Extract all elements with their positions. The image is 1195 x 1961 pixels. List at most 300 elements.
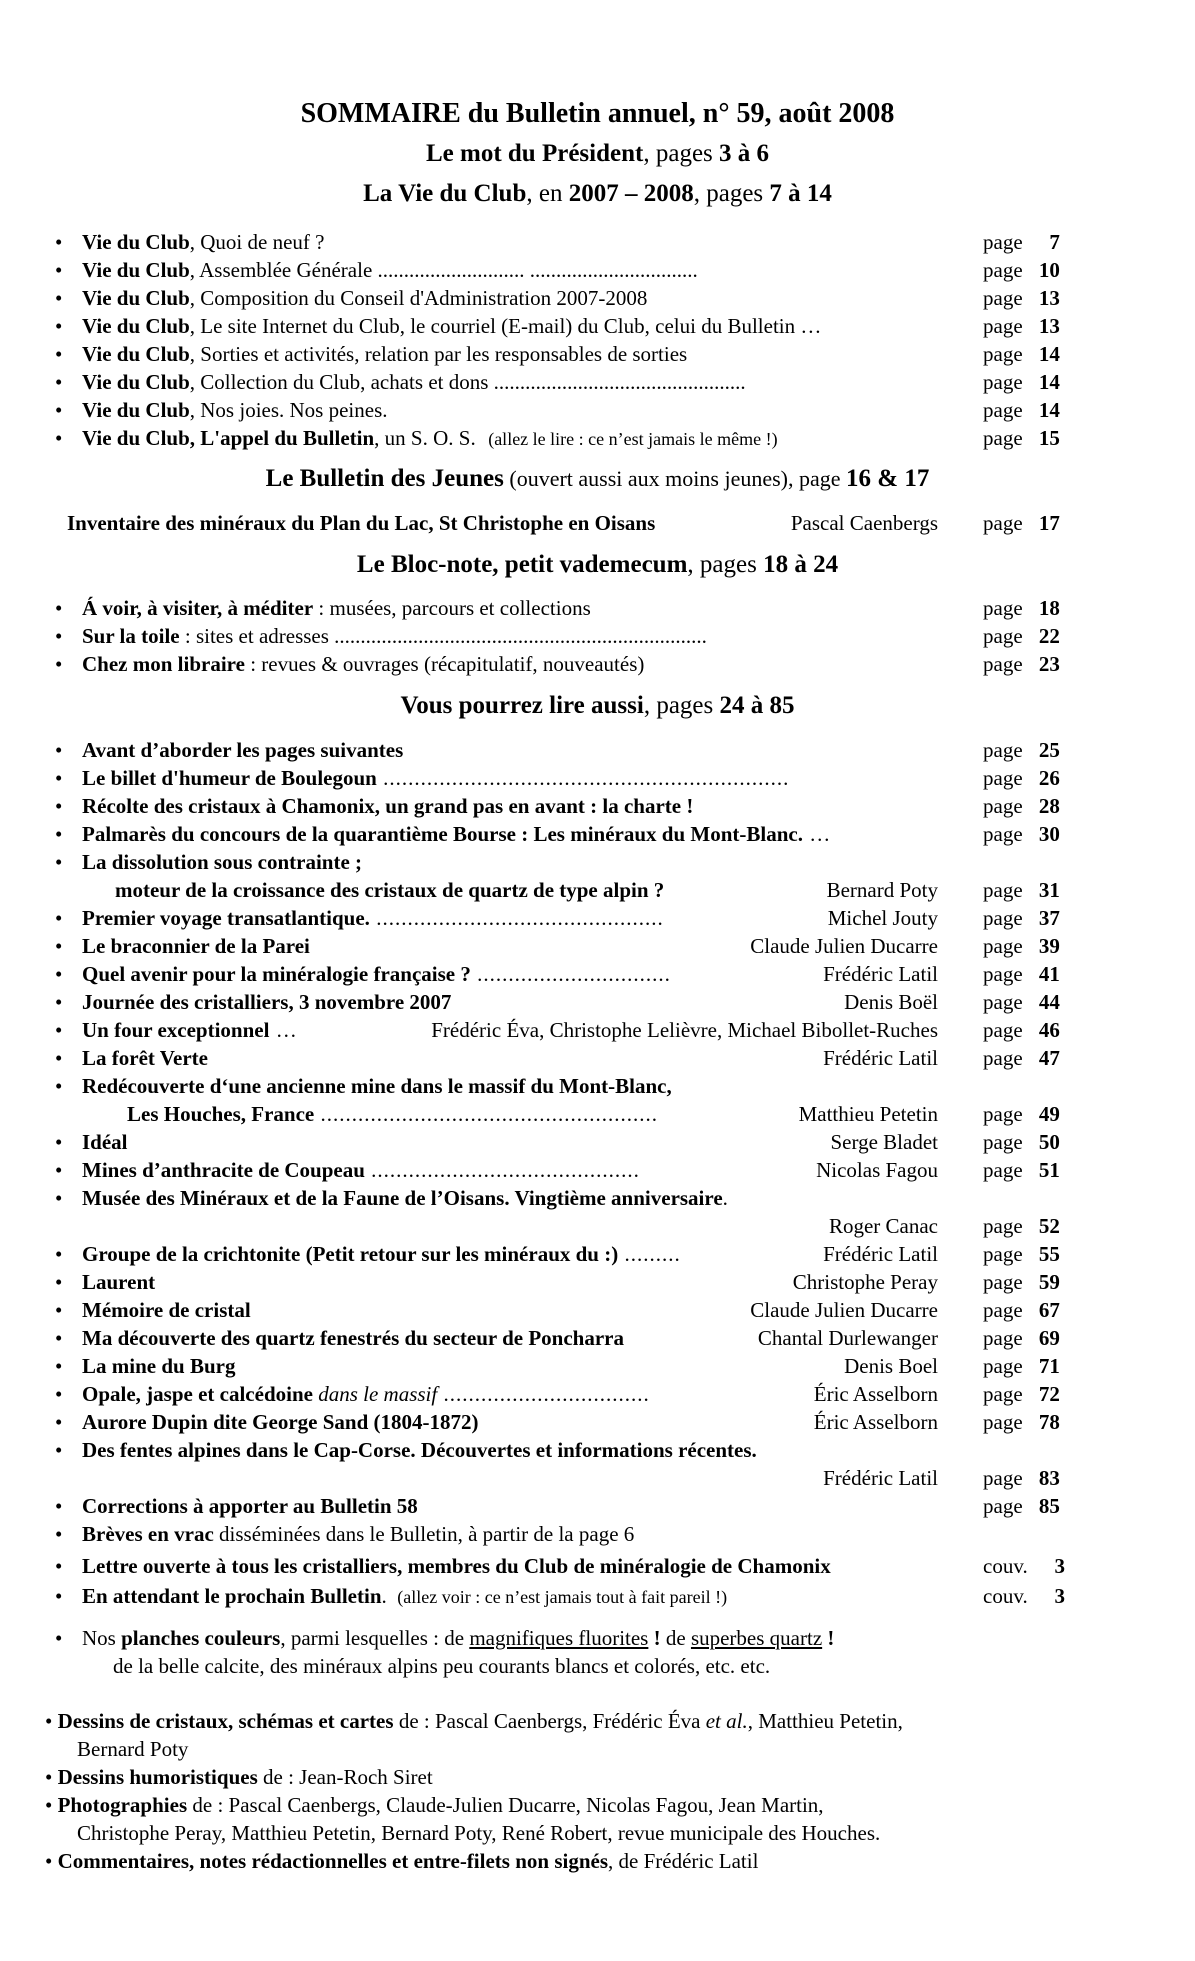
page-ref	[983, 396, 1060, 424]
couv-label: couv.	[983, 1584, 1028, 1608]
article-author: Nicolas Fagou	[816, 1158, 938, 1182]
section-bloc-note	[0, 551, 1195, 579]
lire-pages-prefix: , pages	[643, 692, 720, 719]
page-label: page	[983, 342, 1023, 366]
article-title: La forêt Verte	[82, 1046, 208, 1070]
dot-leader: …	[802, 822, 832, 846]
vie-item-rest: , Quoi de neuf ?	[189, 230, 325, 254]
couv-number: 3	[1054, 1554, 1065, 1578]
bullet: •	[55, 342, 63, 366]
article-author: Frédéric Éva, Christophe Lelièvre, Michael Bibollet-Ruches	[431, 1018, 938, 1042]
page-number: 14	[1038, 398, 1060, 422]
planches-line-2-text: de la belle calcite, des minéraux alpins peu courants blancs et colorés, etc. etc.	[113, 1654, 771, 1678]
page-ref	[983, 256, 1060, 284]
page-ref	[983, 1240, 1060, 1268]
article-text	[82, 1240, 681, 1268]
bullet: •	[55, 652, 63, 676]
page-label: page	[983, 822, 1023, 846]
article-text	[82, 792, 693, 820]
page-number: 23	[1038, 652, 1060, 676]
dot-leader: ......................................................	[314, 1102, 658, 1126]
bullet: •	[55, 1354, 63, 1378]
couv-title: En attendant le prochain Bulletin	[82, 1584, 382, 1608]
planches-excl-2: !	[822, 1626, 835, 1650]
article-text	[82, 1296, 251, 1324]
bullet: •	[45, 1765, 58, 1789]
couv-ref	[983, 1552, 1065, 1580]
vie-item-bold: Vie du Club	[82, 258, 190, 282]
page-ref	[983, 1156, 1060, 1184]
article-title: Quel avenir pour la minéralogie française ?	[82, 962, 471, 986]
page-label: page	[983, 624, 1023, 648]
credit-item	[45, 1847, 1125, 1875]
article-title: Avant d’aborder les pages suivantes	[82, 738, 404, 762]
page-number: 14	[1038, 370, 1060, 394]
article-text	[82, 1156, 640, 1184]
bloc-item	[55, 622, 1070, 650]
bullet: •	[55, 1326, 63, 1350]
mot-pages: 3 à 6	[719, 140, 770, 167]
vie-item	[55, 228, 1070, 256]
couv-text	[82, 1582, 727, 1611]
credit-line-1	[45, 1763, 1125, 1791]
credit-item	[45, 1763, 1125, 1791]
bloc-item	[55, 594, 1070, 622]
article-text	[82, 1436, 757, 1464]
vie-item-rest: , un S. O. S.	[374, 426, 476, 450]
page-ref	[983, 1100, 1060, 1128]
page-label: page	[983, 906, 1023, 930]
article-item	[55, 736, 1070, 764]
page-label: page	[983, 1354, 1023, 1378]
jeunes-heading: Le Bulletin des Jeunes	[265, 465, 504, 492]
article-text	[82, 1492, 418, 1520]
page-label: page	[983, 1214, 1023, 1238]
page-number: 46	[1038, 1018, 1060, 1042]
dot-leader: .................................................................	[376, 766, 790, 790]
article-item	[55, 1212, 1070, 1240]
vie-item-text	[82, 228, 324, 256]
bloc-item-rest: : revues & ouvrages (récapitulatif, nouveautés)	[244, 652, 645, 676]
page-number: 22	[1038, 624, 1060, 648]
couv-number: 3	[1054, 1584, 1065, 1608]
article-text	[82, 904, 664, 932]
section-mot-president	[0, 140, 1195, 168]
bullet: •	[55, 1270, 63, 1294]
credit-line-2: Christophe Peray, Matthieu Petetin, Bernard Poty, René Robert, revue municipale des Houches.	[77, 1821, 881, 1845]
article-author: Frédéric Latil	[823, 1466, 938, 1490]
page-ref	[983, 1324, 1060, 1352]
vie-item-bold: Vie du Club	[82, 314, 190, 338]
page-number: 71	[1038, 1354, 1060, 1378]
bloc-item	[55, 650, 1070, 678]
dot-leader: .................................	[437, 1382, 650, 1406]
planches-mid: , parmi lesquelles : de	[280, 1626, 470, 1650]
couv-text	[82, 1552, 831, 1580]
page-number: 41	[1038, 962, 1060, 986]
page-number: 15	[1038, 426, 1060, 450]
vie-item-text	[82, 396, 388, 424]
bloc-item-rest: : musées, parcours et collections	[313, 596, 591, 620]
bullet: •	[55, 1410, 63, 1434]
couv-item	[55, 1552, 1070, 1580]
page-label: page	[983, 652, 1023, 676]
bloc-item-text	[82, 594, 591, 622]
page-label: page	[983, 1298, 1023, 1322]
bloc-item-rest: : sites et adresses .......................................................................	[179, 624, 707, 648]
vie-item-bold: Vie du Club	[82, 286, 190, 310]
page-label: page	[983, 1018, 1023, 1042]
bloc-item-text	[82, 650, 644, 678]
article-title: Musée des Minéraux et de la Faune de l’Oisans. Vingtième anniversaire	[82, 1186, 723, 1210]
jeunes-item-author: Pascal Caenbergs	[790, 511, 938, 535]
page-number: 13	[1038, 314, 1060, 338]
article-title: Journée des cristalliers, 3 novembre 2007	[82, 990, 452, 1014]
article-title-tail: .	[722, 1186, 728, 1210]
page-number: 37	[1038, 906, 1060, 930]
article-item	[55, 1044, 1070, 1072]
vie-item	[55, 256, 1070, 284]
vie-item-rest: , Nos joies. Nos peines.	[189, 398, 388, 422]
article-item	[55, 1324, 1070, 1352]
page-label: page	[983, 962, 1023, 986]
page-number: 26	[1038, 766, 1060, 790]
page-ref	[983, 1268, 1060, 1296]
jeunes-subtitle: (ouvert aussi aux moins jeunes), page	[503, 466, 847, 491]
bullet: •	[55, 850, 63, 874]
page-label: page	[983, 990, 1023, 1014]
vie-item-rest: , Sorties et activités, relation par les responsables de sorties	[189, 342, 688, 366]
page-ref	[983, 932, 1060, 960]
page-number: 59	[1038, 1270, 1060, 1294]
bullet: •	[55, 230, 63, 254]
vie-item	[55, 340, 1070, 368]
bullet: •	[55, 286, 63, 310]
mot-heading: Le mot du Président	[425, 140, 644, 167]
bullet: •	[55, 398, 63, 422]
article-author: Denis Boel	[844, 1354, 938, 1378]
bullet: •	[45, 1709, 58, 1733]
page-label: page	[983, 286, 1023, 310]
bullet: •	[45, 1849, 58, 1873]
article-title: Le braconnier de la Parei	[82, 934, 310, 958]
article-title: Palmarès du concours de la quarantième Bourse : Les minéraux du Mont-Blanc.	[82, 822, 803, 846]
page-ref	[983, 1044, 1060, 1072]
bullet: •	[55, 1522, 63, 1546]
page-number: 31	[1038, 878, 1060, 902]
title-text: SOMMAIRE du Bulletin annuel, n° 59, août 2008	[300, 98, 895, 129]
credit-rest: de : Pascal Caenbergs, Claude-Julien Ducarre, Nicolas Fagou, Jean Martin,	[187, 1793, 824, 1817]
article-author: Serge Bladet	[830, 1130, 938, 1154]
vie-item-note: (allez le lire : ce n’est jamais le même !)	[483, 429, 778, 449]
dot-leader: .........	[618, 1242, 681, 1266]
credit-bold: Photographies	[57, 1793, 188, 1817]
page-number: 49	[1038, 1102, 1060, 1126]
dot-leader: ...........................................	[364, 1158, 640, 1182]
article-item	[55, 1408, 1070, 1436]
article-text	[82, 960, 671, 988]
bullet: •	[55, 1438, 63, 1462]
page-label: page	[983, 426, 1023, 450]
article-title: Récolte des cristaux à Chamonix, un grand pas en avant : la charte !	[82, 794, 694, 818]
page-label: page	[983, 370, 1023, 394]
bullet: •	[55, 822, 63, 846]
page-label: page	[983, 314, 1023, 338]
article-item	[55, 1156, 1070, 1184]
page-label: page	[983, 1494, 1023, 1518]
planches-bold: planches couleurs	[121, 1626, 281, 1650]
vie-item-rest: , Collection du Club, achats et dons ................................................	[189, 370, 746, 394]
article-plain: disséminées dans le Bulletin, à partir de la page 6	[213, 1522, 635, 1546]
bullet: •	[55, 1298, 63, 1322]
page-ref	[983, 622, 1060, 650]
page-ref	[983, 1380, 1060, 1408]
page-ref	[983, 1296, 1060, 1324]
article-item	[55, 932, 1070, 960]
credit-rest: de : Jean-Roch Siret	[257, 1765, 433, 1789]
bloc-pages-prefix: , pages	[687, 551, 764, 578]
article-author: Denis Boël	[844, 990, 938, 1014]
article-author: Michel Jouty	[827, 906, 938, 930]
article-item	[55, 1240, 1070, 1268]
page-number: 10	[1038, 258, 1060, 282]
article-title: Un four exceptionnel	[82, 1018, 270, 1042]
page-ref	[983, 764, 1060, 792]
vie-item-bold: Vie du Club	[82, 398, 190, 422]
page-label: page	[983, 230, 1023, 254]
article-item	[55, 1268, 1070, 1296]
page-label: page	[983, 1382, 1023, 1406]
page-number: 18	[1038, 596, 1060, 620]
page-label: page	[983, 1242, 1023, 1266]
vie-item-text	[82, 284, 647, 312]
credit-rest-2: , Matthieu Petetin,	[747, 1709, 903, 1733]
bullet: •	[55, 426, 63, 450]
bullet: •	[55, 596, 63, 620]
page-number: 47	[1038, 1046, 1060, 1070]
bullet: •	[55, 1242, 63, 1266]
article-author: Éric Asselborn	[813, 1410, 938, 1434]
page-ref	[983, 876, 1060, 904]
credit-bold: Dessins humoristiques	[57, 1765, 258, 1789]
page-number: 39	[1038, 934, 1060, 958]
article-author: Claude Julien Ducarre	[750, 1298, 938, 1322]
credit-rest: de : Pascal Caenbergs, Frédéric Éva	[393, 1709, 706, 1733]
page-label: page	[983, 1326, 1023, 1350]
page-label: page	[983, 511, 1023, 535]
dot-leader: ..............................................	[369, 906, 664, 930]
page-ref	[983, 988, 1060, 1016]
article-text	[82, 932, 310, 960]
planches-line-1	[55, 1624, 1070, 1652]
article-text	[115, 876, 664, 904]
bullet: •	[55, 934, 63, 958]
bullet: •	[55, 258, 63, 282]
page-label: page	[983, 934, 1023, 958]
page-number: 52	[1038, 1214, 1060, 1238]
article-author: Frédéric Latil	[823, 1242, 938, 1266]
article-title-italic: dans le massif	[312, 1382, 438, 1406]
vie-item	[55, 396, 1070, 424]
article-author: Chantal Durlewanger	[757, 1326, 938, 1350]
page-ref	[983, 1464, 1060, 1492]
page-number: 25	[1038, 738, 1060, 762]
couv-ref	[983, 1582, 1065, 1610]
article-item	[55, 792, 1070, 820]
vie-mid: , en	[526, 180, 569, 207]
vie-item-rest: , Assemblée Générale ............................ ................................	[189, 258, 698, 282]
article-title: moteur de la croissance des cristaux de quartz de type alpin ?	[115, 878, 665, 902]
article-title: Ma découverte des quartz fenestrés du secteur de Poncharra	[82, 1326, 624, 1350]
page-number: 13	[1038, 286, 1060, 310]
bullet: •	[55, 314, 63, 338]
page-number: 44	[1038, 990, 1060, 1014]
page-ref	[983, 368, 1060, 396]
article-item	[55, 1072, 1070, 1100]
page-ref	[983, 960, 1060, 988]
article-text	[127, 1100, 658, 1128]
article-item	[55, 1352, 1070, 1380]
credit-bold: Commentaires, notes rédactionnelles et entre-filets non signés	[57, 1849, 608, 1873]
page-label: page	[983, 878, 1023, 902]
couv-item	[55, 1582, 1070, 1610]
vie-years: 2007 – 2008	[568, 180, 694, 207]
page-number: 30	[1038, 822, 1060, 846]
vie-item	[55, 424, 1070, 452]
vie-pages-prefix: , pages	[693, 180, 770, 207]
bullet: •	[55, 624, 63, 648]
article-item	[55, 1436, 1070, 1464]
page-number: 72	[1038, 1382, 1060, 1406]
credit-item	[45, 1707, 1125, 1763]
bullet: •	[55, 1018, 63, 1042]
article-text	[82, 1408, 478, 1436]
page-ref	[983, 594, 1060, 622]
article-author: Roger Canac	[828, 1214, 938, 1238]
article-item	[55, 820, 1070, 848]
planches-pre: Nos	[82, 1626, 122, 1650]
credit-line-1	[45, 1791, 1125, 1819]
article-title: La dissolution sous contrainte ;	[82, 850, 363, 874]
page-label: page	[983, 1270, 1023, 1294]
article-title: Mémoire de cristal	[82, 1298, 251, 1322]
page-number: 17	[1038, 511, 1060, 535]
page-ref	[983, 650, 1060, 678]
vie-item-text	[82, 312, 821, 340]
section-vous-pourrez-lire	[0, 692, 1195, 720]
bullet: •	[55, 1130, 63, 1154]
vie-item-bold: Vie du Club	[82, 370, 190, 394]
article-item	[55, 1100, 1070, 1128]
planches-quartz: superbes quartz	[690, 1626, 823, 1650]
bullet: •	[55, 794, 63, 818]
vie-item	[55, 312, 1070, 340]
vie-item-text	[82, 340, 687, 368]
page-ref	[983, 228, 1060, 256]
article-item	[55, 1492, 1070, 1520]
couv-title: Lettre ouverte à tous les cristalliers, membres du Club de minéralogie de Chamonix	[82, 1554, 831, 1578]
jeunes-item-page	[983, 509, 1060, 537]
article-text	[82, 1016, 298, 1044]
lire-pages: 24 à 85	[719, 692, 795, 719]
page-number: 55	[1038, 1242, 1060, 1266]
page-label: page	[983, 258, 1023, 282]
bullet: •	[55, 990, 63, 1014]
section-bulletin-jeunes	[0, 465, 1195, 493]
page-number: 83	[1038, 1466, 1060, 1490]
article-item	[55, 1016, 1070, 1044]
page-label: page	[983, 1158, 1023, 1182]
credit-bold: Dessins de cristaux, schémas et cartes	[57, 1709, 394, 1733]
bloc-item-bold: Á voir, à visiter, à méditer	[82, 596, 314, 620]
mot-pages-prefix: , pages	[643, 140, 720, 167]
article-title: Premier voyage transatlantique.	[82, 906, 370, 930]
page-ref	[983, 1408, 1060, 1436]
planches-line-2	[55, 1652, 1070, 1680]
bullet: •	[55, 1584, 63, 1608]
couv-note: (allez voir : ce n’est jamais tout à fait pareil !)	[392, 1587, 728, 1607]
page-label: page	[983, 596, 1023, 620]
page-label: page	[983, 766, 1023, 790]
article-text	[82, 1324, 624, 1352]
vie-item	[55, 284, 1070, 312]
article-title: Opale, jaspe et calcédoine	[82, 1382, 313, 1406]
bloc-item-bold: Sur la toile	[82, 624, 180, 648]
dot-leader: …	[269, 1018, 298, 1042]
bullet: •	[55, 766, 63, 790]
bloc-heading: Le Bloc-note, petit vademecum	[356, 551, 688, 578]
page-ref	[983, 1212, 1060, 1240]
bullet: •	[55, 1186, 63, 1210]
article-title: Corrections à apporter au Bulletin 58	[82, 1494, 418, 1518]
page-number: 51	[1038, 1158, 1060, 1182]
page-ref	[983, 1352, 1060, 1380]
article-item	[55, 764, 1070, 792]
article-item	[55, 960, 1070, 988]
bullet: •	[55, 1554, 63, 1578]
article-text	[82, 820, 831, 848]
vie-item-bold: Vie du Club	[82, 230, 190, 254]
page-ref	[983, 340, 1060, 368]
vie-item-rest: , Composition du Conseil d'Administration 2007-2008	[189, 286, 648, 310]
article-author: Bernard Poty	[826, 878, 938, 902]
article-item	[55, 1380, 1070, 1408]
page-ref	[983, 1492, 1060, 1520]
page-number: 85	[1038, 1494, 1060, 1518]
jeunes-pages: 16 & 17	[846, 465, 930, 492]
article-title: Brèves en vrac	[82, 1522, 214, 1546]
article-text	[82, 1520, 634, 1548]
article-author: Christophe Peray	[792, 1270, 938, 1294]
article-text	[82, 1352, 235, 1380]
bullet: •	[55, 906, 63, 930]
vie-item-bold: Vie du Club	[82, 426, 190, 450]
page-ref	[983, 312, 1060, 340]
bloc-item-text	[82, 622, 707, 650]
lire-heading: Vous pourrez lire aussi	[400, 692, 644, 719]
article-text	[82, 1380, 650, 1408]
bullet: •	[55, 1382, 63, 1406]
credit-italic: et al.	[705, 1709, 748, 1733]
article-author: Claude Julien Ducarre	[750, 934, 938, 958]
article-item	[55, 876, 1070, 904]
bullet: •	[45, 1793, 58, 1817]
vie-item-text	[82, 256, 698, 284]
page-ref	[983, 904, 1060, 932]
page-number: 50	[1038, 1130, 1060, 1154]
page-label: page	[983, 1466, 1023, 1490]
page-number: 69	[1038, 1326, 1060, 1350]
